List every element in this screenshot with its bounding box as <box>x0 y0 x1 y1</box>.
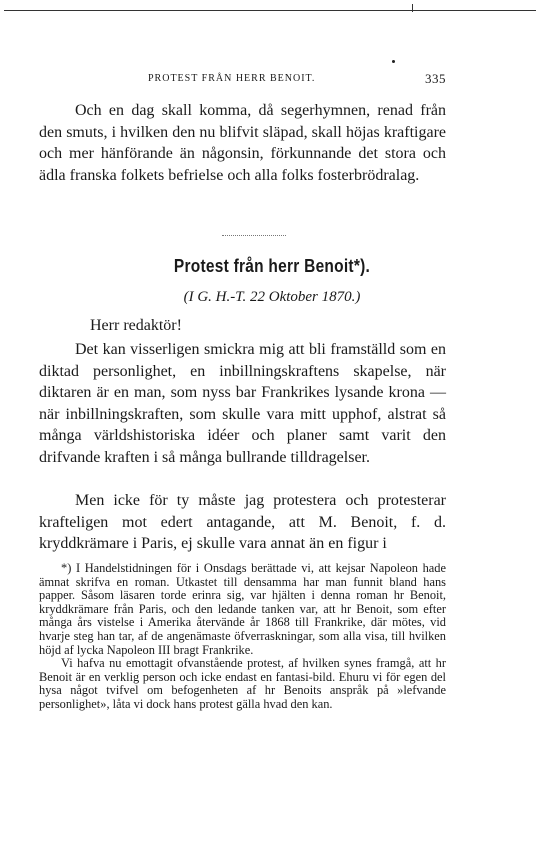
running-head <box>0 73 544 89</box>
footnote-2: Vi hafva nu emottagit ofvanstående protest, af hvilken synes framgå, att hr Benoit är en verklig person och icke endast en fantasi-bild. Ehuru vi för egen del hysa något tvifvel om befogenheten af hr Benoits anspråk på »lefvande personlighet», låta vi dock hans protest gälla hvad den kan. <box>39 656 446 711</box>
salutation: Herr redaktör! <box>90 317 182 334</box>
print-speck <box>392 60 395 63</box>
section-separator <box>222 235 286 236</box>
top-rule <box>4 10 536 11</box>
dateline: (I G. H.-T. 22 Oktober 1870.) <box>183 289 361 305</box>
section-heading: Protest från herr Benoit*). <box>173 256 371 276</box>
top-rule-tick <box>412 4 413 12</box>
body-paragraph-1: Det kan visserligen smickra mig att bli framställd som en diktad personlighet, en inbillningskraftens skapelse, när diktaren är en man, som nyss bar Frankrikes lysande krona — när inbillningskraften, som skulle vara mitt upphof, alstrat så många världshistoriska idéer och planer samt varit den drifvande kraften i så många bullrande tilldragelser. <box>39 341 446 466</box>
footnotes <box>39 562 446 712</box>
page-number: 335 <box>425 71 446 86</box>
running-title: PROTEST FRÅN HERR BENOIT. <box>148 73 316 84</box>
body-paragraph-2: Men icke för ty måste jag protestera och protesterar krafteligen mot edert antagande, att M. Benoit, f. d. kryddkrämare i Paris, ej skulle vara annat än en figur i <box>39 492 446 552</box>
intro-paragraph: Och en dag skall komma, då segerhymnen, renad från den smuts, i hvilken den nu blifvit släpad, skall höjas kraftigare och mer hänförande än någonsin, förkunnande det stora och ädla franska folkets befrielse och alla folks fosterbrödralag. <box>39 102 446 184</box>
footnote-1: *) I Handelstidningen för i Onsdags berättade vi, att kejsar Napoleon hade ämnat skrifva en roman. Utkastet till densamma har man funnit bland hans papper. Såsom läsaren torde erinra sig, var hjälten i denna roman hr Benoit, kryddkrämare från Paris, och den ledande tanken var, att hr Benoit, som efter många års vistelse i Amerika återvände år 1868 till Frankrike, där mötes, vid hvarje steg han tar, af de angenämaste öfverraskningar, som alla visa, till hvilken höjd af lycka Napoleon III bragt Frankrike. <box>39 561 446 657</box>
